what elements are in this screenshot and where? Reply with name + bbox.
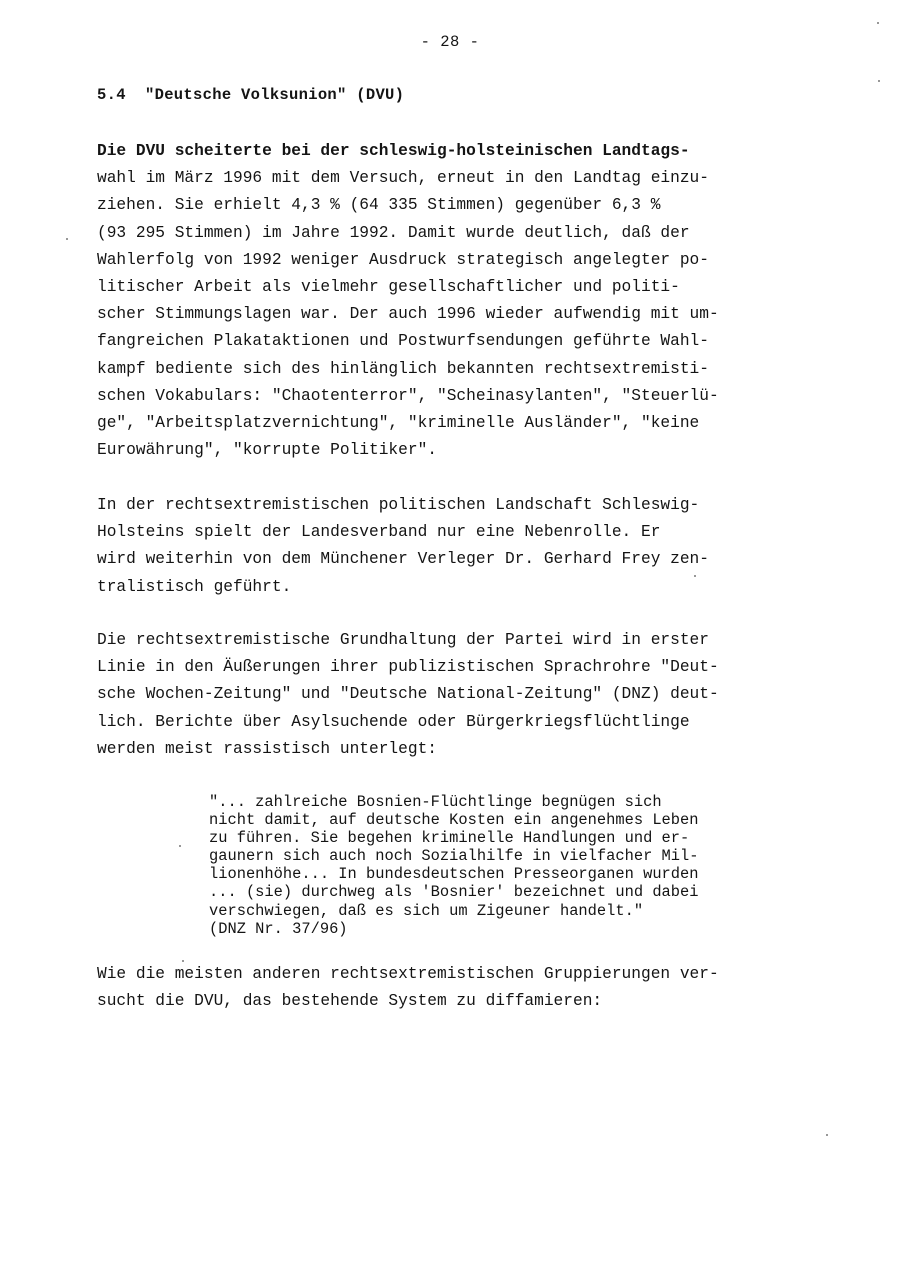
quote-line: ... (sie) durchweg als 'Bosnier' bezeichnet und dabei [209,883,699,902]
quote-line: zu führen. Sie begehen kriminelle Handlungen und er- [209,829,690,848]
text-line: litischer Arbeit als vielmehr gesellschaftlicher und politi- [97,277,680,296]
text-line: scher Stimmungslagen war. Der auch 1996 wieder aufwendig mit um- [97,305,719,324]
paragraph-dvu-election [97,138,827,464]
scan-speck [182,960,184,962]
scan-speck [878,80,880,82]
text-line: kampf bediente sich des hinlänglich bekannten rechtsextremisti- [97,359,709,378]
text-line: ziehen. Sie erhielt 4,3 % (64 335 Stimmen) gegenüber 6,3 % [97,196,661,215]
paragraph-grundhaltung [97,627,827,763]
text-line: Wie die meisten anderen rechtsextremistischen Gruppierungen ver- [97,965,719,983]
quote-line: verschwiegen, daß es sich um Zigeuner handelt." [209,901,644,920]
scan-speck [826,1134,828,1136]
quote-line: lionenhöhe... In bundesdeutschen Presseorganen wurden [209,865,699,884]
text-line: Wahlerfolg von 1992 weniger Ausdruck strategisch angelegter po- [97,250,709,269]
text-line: sche Wochen-Zeitung" und "Deutsche National-Zeitung" (DNZ) deut- [97,685,719,704]
text-line: In der rechtsextremistischen politischen Landschaft Schleswig- [97,496,700,514]
quote-line: (DNZ Nr. 37/96) [209,919,348,938]
page-number: - 28 - [420,33,480,51]
text-line: tralistisch geführt. [97,577,292,596]
scan-speck [179,845,181,847]
scan-speck [877,22,879,24]
text-line: wird weiterhin von dem Münchener Verleger Dr. Gerhard Frey zen- [97,550,709,569]
text-line: sucht die DVU, das bestehende System zu diffamieren: [97,992,603,1011]
paragraph-landesverband [97,492,827,601]
block-quote [209,793,809,938]
text-line: wahl im März 1996 mit dem Versuch, erneut in den Landtag einzu- [97,169,709,188]
text-line: ge", "Arbeitsplatzvernichtung", "kriminelle Ausländer", "keine [97,413,700,432]
scan-speck [694,575,696,577]
text-line: Eurowährung", "korrupte Politiker". [97,441,437,460]
text-line: Holsteins spielt der Landesverband nur eine Nebenrolle. Er [97,523,661,542]
quote-line: gaunern sich auch noch Sozialhilfe in vielfacher Mil- [209,847,699,866]
text-line: Die DVU scheiterte bei der schleswig-holsteinischen Landtags- [97,142,690,160]
text-line: werden meist rassistisch unterlegt: [97,739,437,758]
section-heading: 5.4 "Deutsche Volksunion" (DVU) [97,86,405,104]
text-line: Linie in den Äußerungen ihrer publizistischen Sprachrohre "Deut- [97,658,719,677]
text-line: fangreichen Plakataktionen und Postwurfsendungen geführte Wahl- [97,332,709,351]
quote-line: nicht damit, auf deutsche Kosten ein angenehmes Leben [209,811,699,830]
paragraph-diffamierung [97,961,827,1015]
scan-speck [66,238,68,240]
text-line: schen Vokabulars: "Chaotenterror", "Scheinasylanten", "Steuerlü- [97,386,719,405]
text-line: (93 295 Stimmen) im Jahre 1992. Damit wurde deutlich, daß der [97,223,690,242]
text-line: lich. Berichte über Asylsuchende oder Bürgerkriegsflüchtlinge [97,712,690,731]
quote-line: "... zahlreiche Bosnien-Flüchtlinge begnügen sich [209,793,662,811]
text-line: Die rechtsextremistische Grundhaltung der Partei wird in erster [97,631,709,649]
